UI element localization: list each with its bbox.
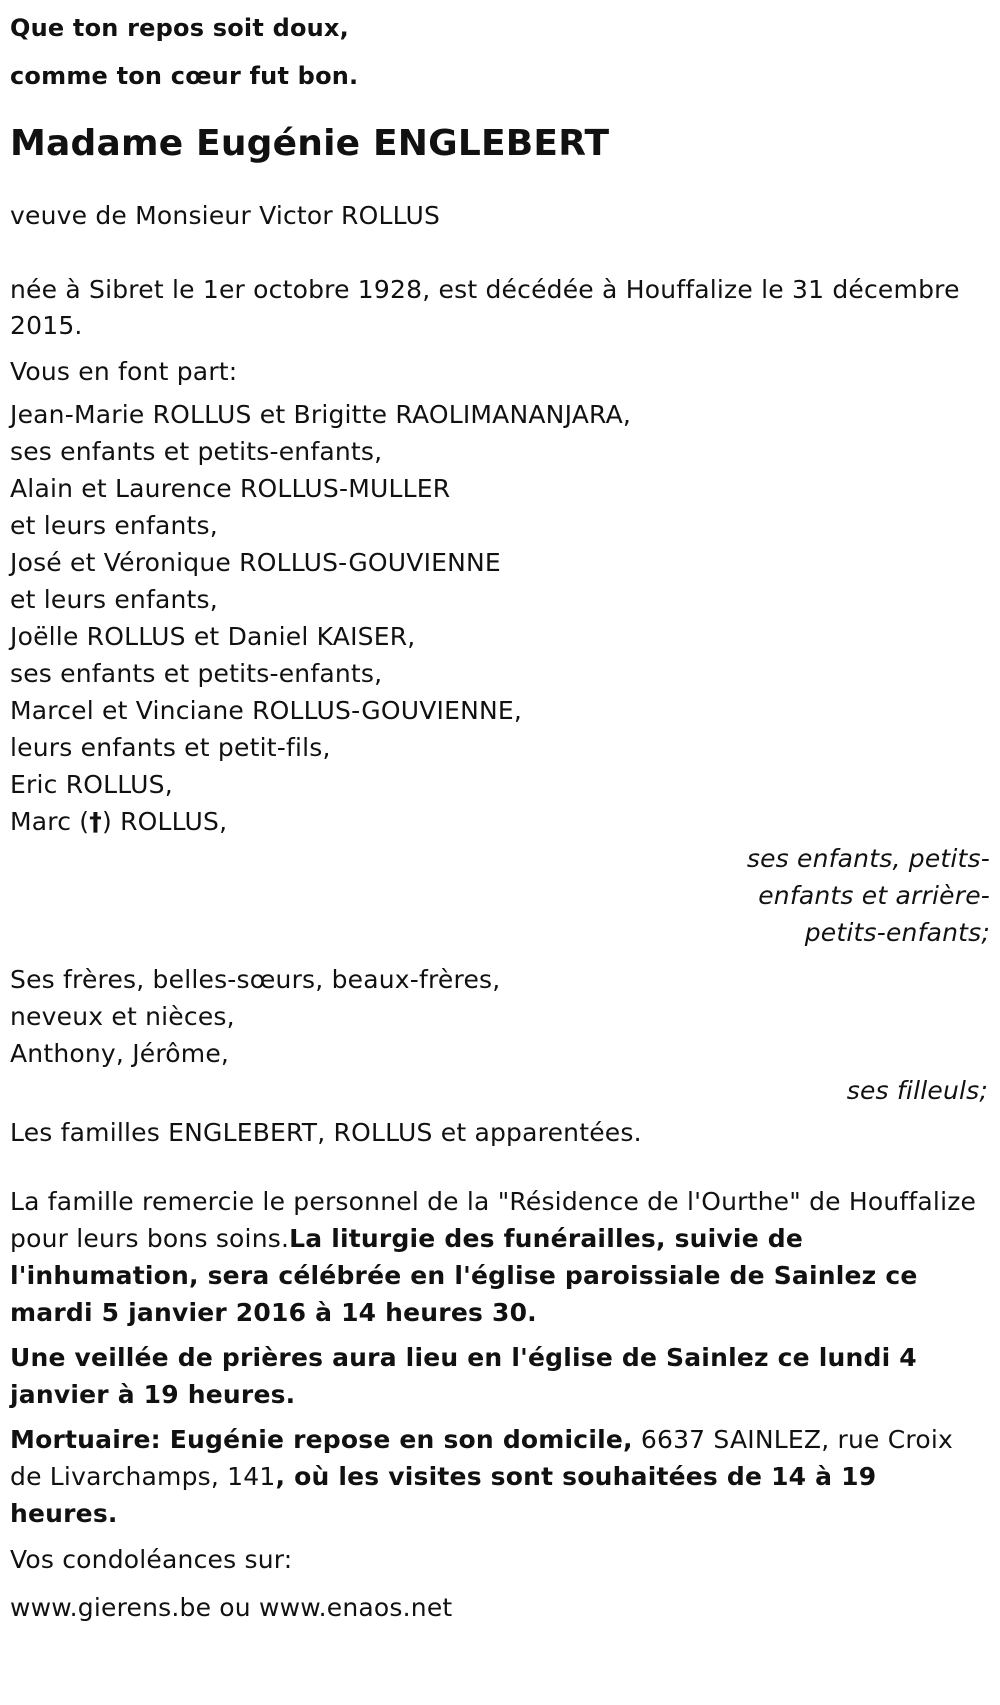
funeral-paragraph: [10, 1183, 990, 1331]
family-line: et leurs enfants,: [10, 511, 218, 540]
announce-intro: Vous en font part:: [10, 357, 238, 386]
family-line: ses enfants et petits-enfants,: [10, 437, 383, 466]
children-role: [730, 840, 990, 951]
family-line: José et Véronique ROLLUS-GOUVIENNE: [10, 548, 501, 577]
siblings-line: Ses frères, belles-sœurs, beaux-frères,: [10, 965, 501, 994]
siblings-line: neveux et nièces,: [10, 1002, 235, 1031]
mortuary-visits: , où les visites sont souhaitées de 14 à 19 heures.: [10, 1462, 877, 1528]
siblings-list: [10, 961, 990, 1072]
condolence-websites: www.gierens.be ou www.enaos.net: [10, 1593, 453, 1622]
obituary-page: [0, 4, 1000, 1705]
godchildren-role: ses filleuls;: [846, 1076, 988, 1105]
family-line: Eric ROLLUS,: [10, 770, 173, 799]
siblings-line: Anthony, Jérôme,: [10, 1039, 230, 1068]
family-line: et leurs enfants,: [10, 585, 218, 614]
deceased-name: Madame Eugénie ENGLEBERT: [10, 123, 610, 164]
marc-prefix: Marc (: [10, 807, 90, 836]
cross-icon: †: [89, 807, 102, 836]
condolences-intro: Vos condoléances sur:: [10, 1545, 293, 1574]
vigil-paragraph: Une veillée de prières aura lieu en l'église de Sainlez ce lundi 4 janvier à 19 heures.: [10, 1343, 917, 1409]
mortuary-address: 6637 SAINLEZ, rue Croix de Livarchamps, 141: [10, 1425, 953, 1491]
epitaph: [10, 4, 990, 100]
spouse-line: veuve de Monsieur Victor ROLLUS: [10, 201, 441, 230]
family-line: ses enfants et petits-enfants,: [10, 659, 383, 688]
children-role-line-2: enfants et arrière-: [758, 881, 990, 910]
thanks-text: La famille remercie le personnel de la "Résidence de l'Ourthe" de Houffalize pour leurs bons soins.: [10, 1187, 977, 1253]
families-line: Les familles ENGLEBERT, ROLLUS et apparentées.: [10, 1118, 642, 1147]
family-line: Joëlle ROLLUS et Daniel KAISER,: [10, 622, 416, 651]
family-line: Marcel et Vinciane ROLLUS-GOUVIENNE,: [10, 696, 523, 725]
children-role-line-1: ses enfants, petits-: [746, 844, 990, 873]
epitaph-line-1: Que ton repos soit doux,: [10, 14, 349, 42]
children-role-line-3: petits-enfants;: [804, 918, 990, 947]
epitaph-line-2: comme ton cœur fut bon.: [10, 62, 359, 90]
mortuary-paragraph: [10, 1421, 990, 1532]
family-line: leurs enfants et petit-fils,: [10, 733, 331, 762]
family-list: [10, 396, 990, 840]
family-line: Alain et Laurence ROLLUS-MULLER: [10, 474, 451, 503]
family-line: Jean-Marie ROLLUS et Brigitte RAOLIMANANJARA,: [10, 400, 632, 429]
marc-suffix: ) ROLLUS,: [101, 807, 228, 836]
funeral-text: La liturgie des funérailles, suivie de l'inhumation, sera célébrée en l'église paroissiale de Sainlez ce mardi 5 janvier 2016 à 14 heures 30.: [10, 1224, 918, 1327]
family-line-marc: [10, 803, 990, 840]
birth-death-line: née à Sibret le 1er octobre 1928, est décédée à Houffalize le 31 décembre 2015.: [10, 275, 960, 340]
mortuary-label: Mortuaire: Eugénie repose en son domicile,: [10, 1425, 633, 1454]
